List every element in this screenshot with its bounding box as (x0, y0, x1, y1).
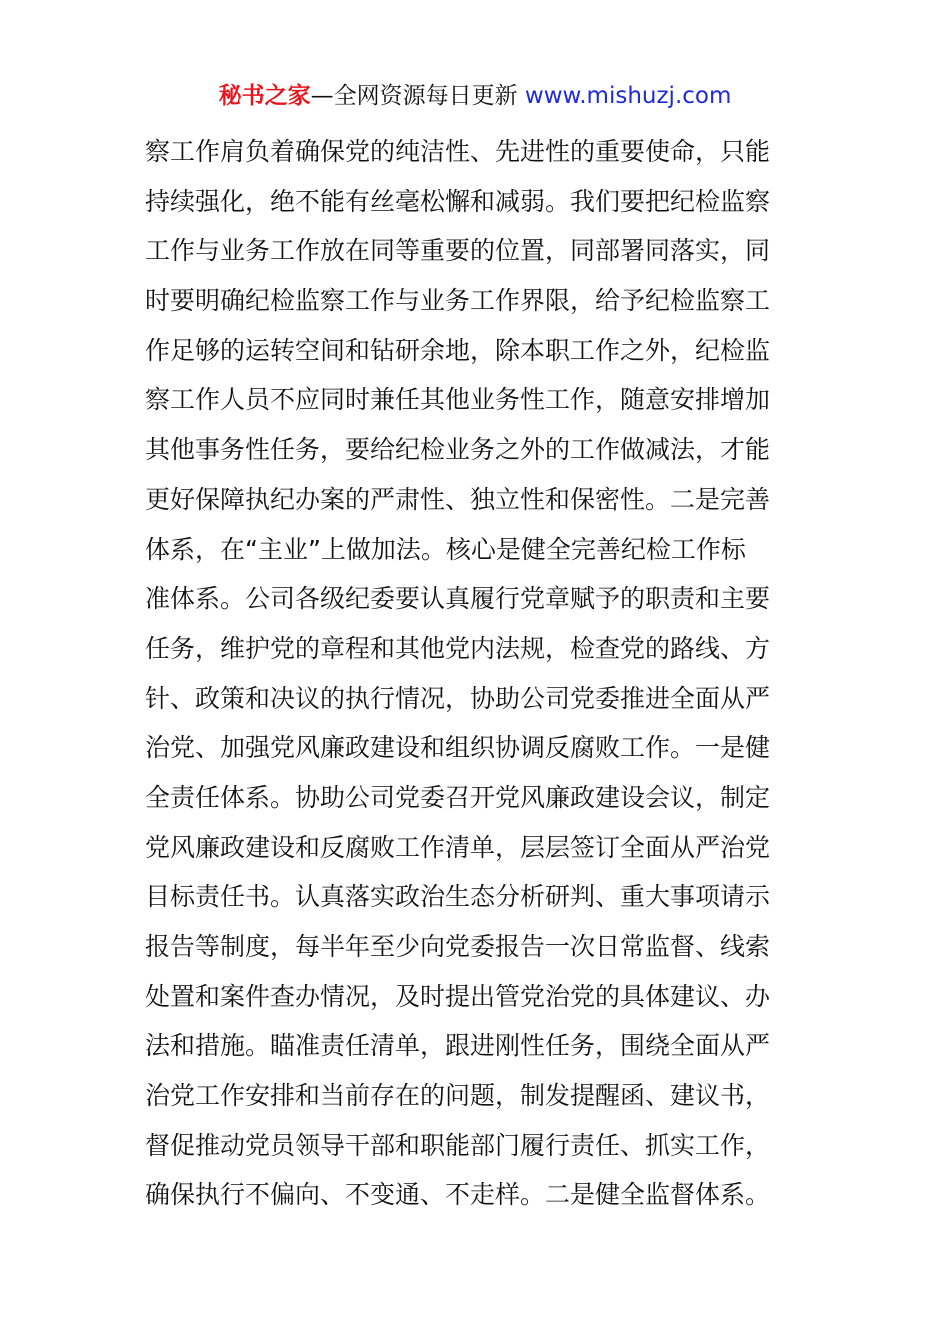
text-line: 其他事务性任务，要给纪检业务之外的工作做减法，才能 (145, 435, 771, 465)
text-line: 全责任体系。协助公司党委召开党风廉政建设会议，制定 (145, 782, 771, 812)
text-line: 准体系。公司各级纪委要认真履行党章赋予的职责和主要 (145, 584, 771, 614)
text-line: 任务，维护党的章程和其他党内法规，检查党的路线、方 (145, 633, 771, 663)
header-url-link[interactable]: www.mishuzj.com (524, 83, 732, 109)
text-line: 治党工作安排和当前存在的问题，制发提醒函、建议书， (145, 1081, 771, 1111)
text-line: 工作与业务工作放在同等重要的位置，同部署同落实，同 (145, 236, 771, 266)
text-line: 持续强化，绝不能有丝毫松懈和减弱。我们要把纪检监察 (145, 186, 771, 216)
text-line: 党风廉政建设和反腐败工作清单，层层签订全面从严治党 (145, 832, 771, 862)
body-paragraph (145, 127, 810, 1220)
text-line: 时要明确纪检监察工作与业务工作界限，给予纪检监察工 (145, 286, 771, 316)
header-brand: 秘书之家 (218, 83, 311, 109)
text-line: 法和措施。瞄准责任清单，跟进刚性任务，围绕全面从严 (145, 1031, 771, 1061)
text-line: 更好保障执纪办案的严肃性、独立性和保密性。二是完善 (145, 484, 771, 514)
text-line: 针、政策和决议的执行情况，协助公司党委推进全面从严 (145, 683, 771, 713)
text-line: 督促推动党员领导干部和职能部门履行责任、抓实工作， (145, 1130, 771, 1160)
text-line: 体系，在“主业”上做加法。核心是健全完善纪检工作标 (145, 534, 746, 564)
text-line: 察工作人员不应同时兼任其他业务性工作，随意安排增加 (145, 385, 771, 415)
header-tagline: —全网资源每日更新 (310, 83, 518, 109)
text-line: 报告等制度，每半年至少向党委报告一次日常监督、线索 (145, 932, 771, 961)
page-header (0, 80, 950, 112)
text-line: 察工作肩负着确保党的纯洁性、先进性的重要使命，只能 (145, 137, 771, 166)
text-line: 目标责任书。认真落实政治生态分析研判、重大事项请示 (145, 882, 771, 912)
text-line: 作足够的运转空间和钻研余地，除本职工作之外，纪检监 (145, 335, 771, 365)
text-line: 处置和案件查办情况，及时提出管党治党的具体建议、办 (145, 981, 771, 1011)
text-line: 确保执行不偏向、不变通、不走样。二是健全监督体系。 (145, 1180, 771, 1210)
text-line: 治党、加强党风廉政建设和组织协调反腐败工作。一是健 (145, 733, 771, 763)
